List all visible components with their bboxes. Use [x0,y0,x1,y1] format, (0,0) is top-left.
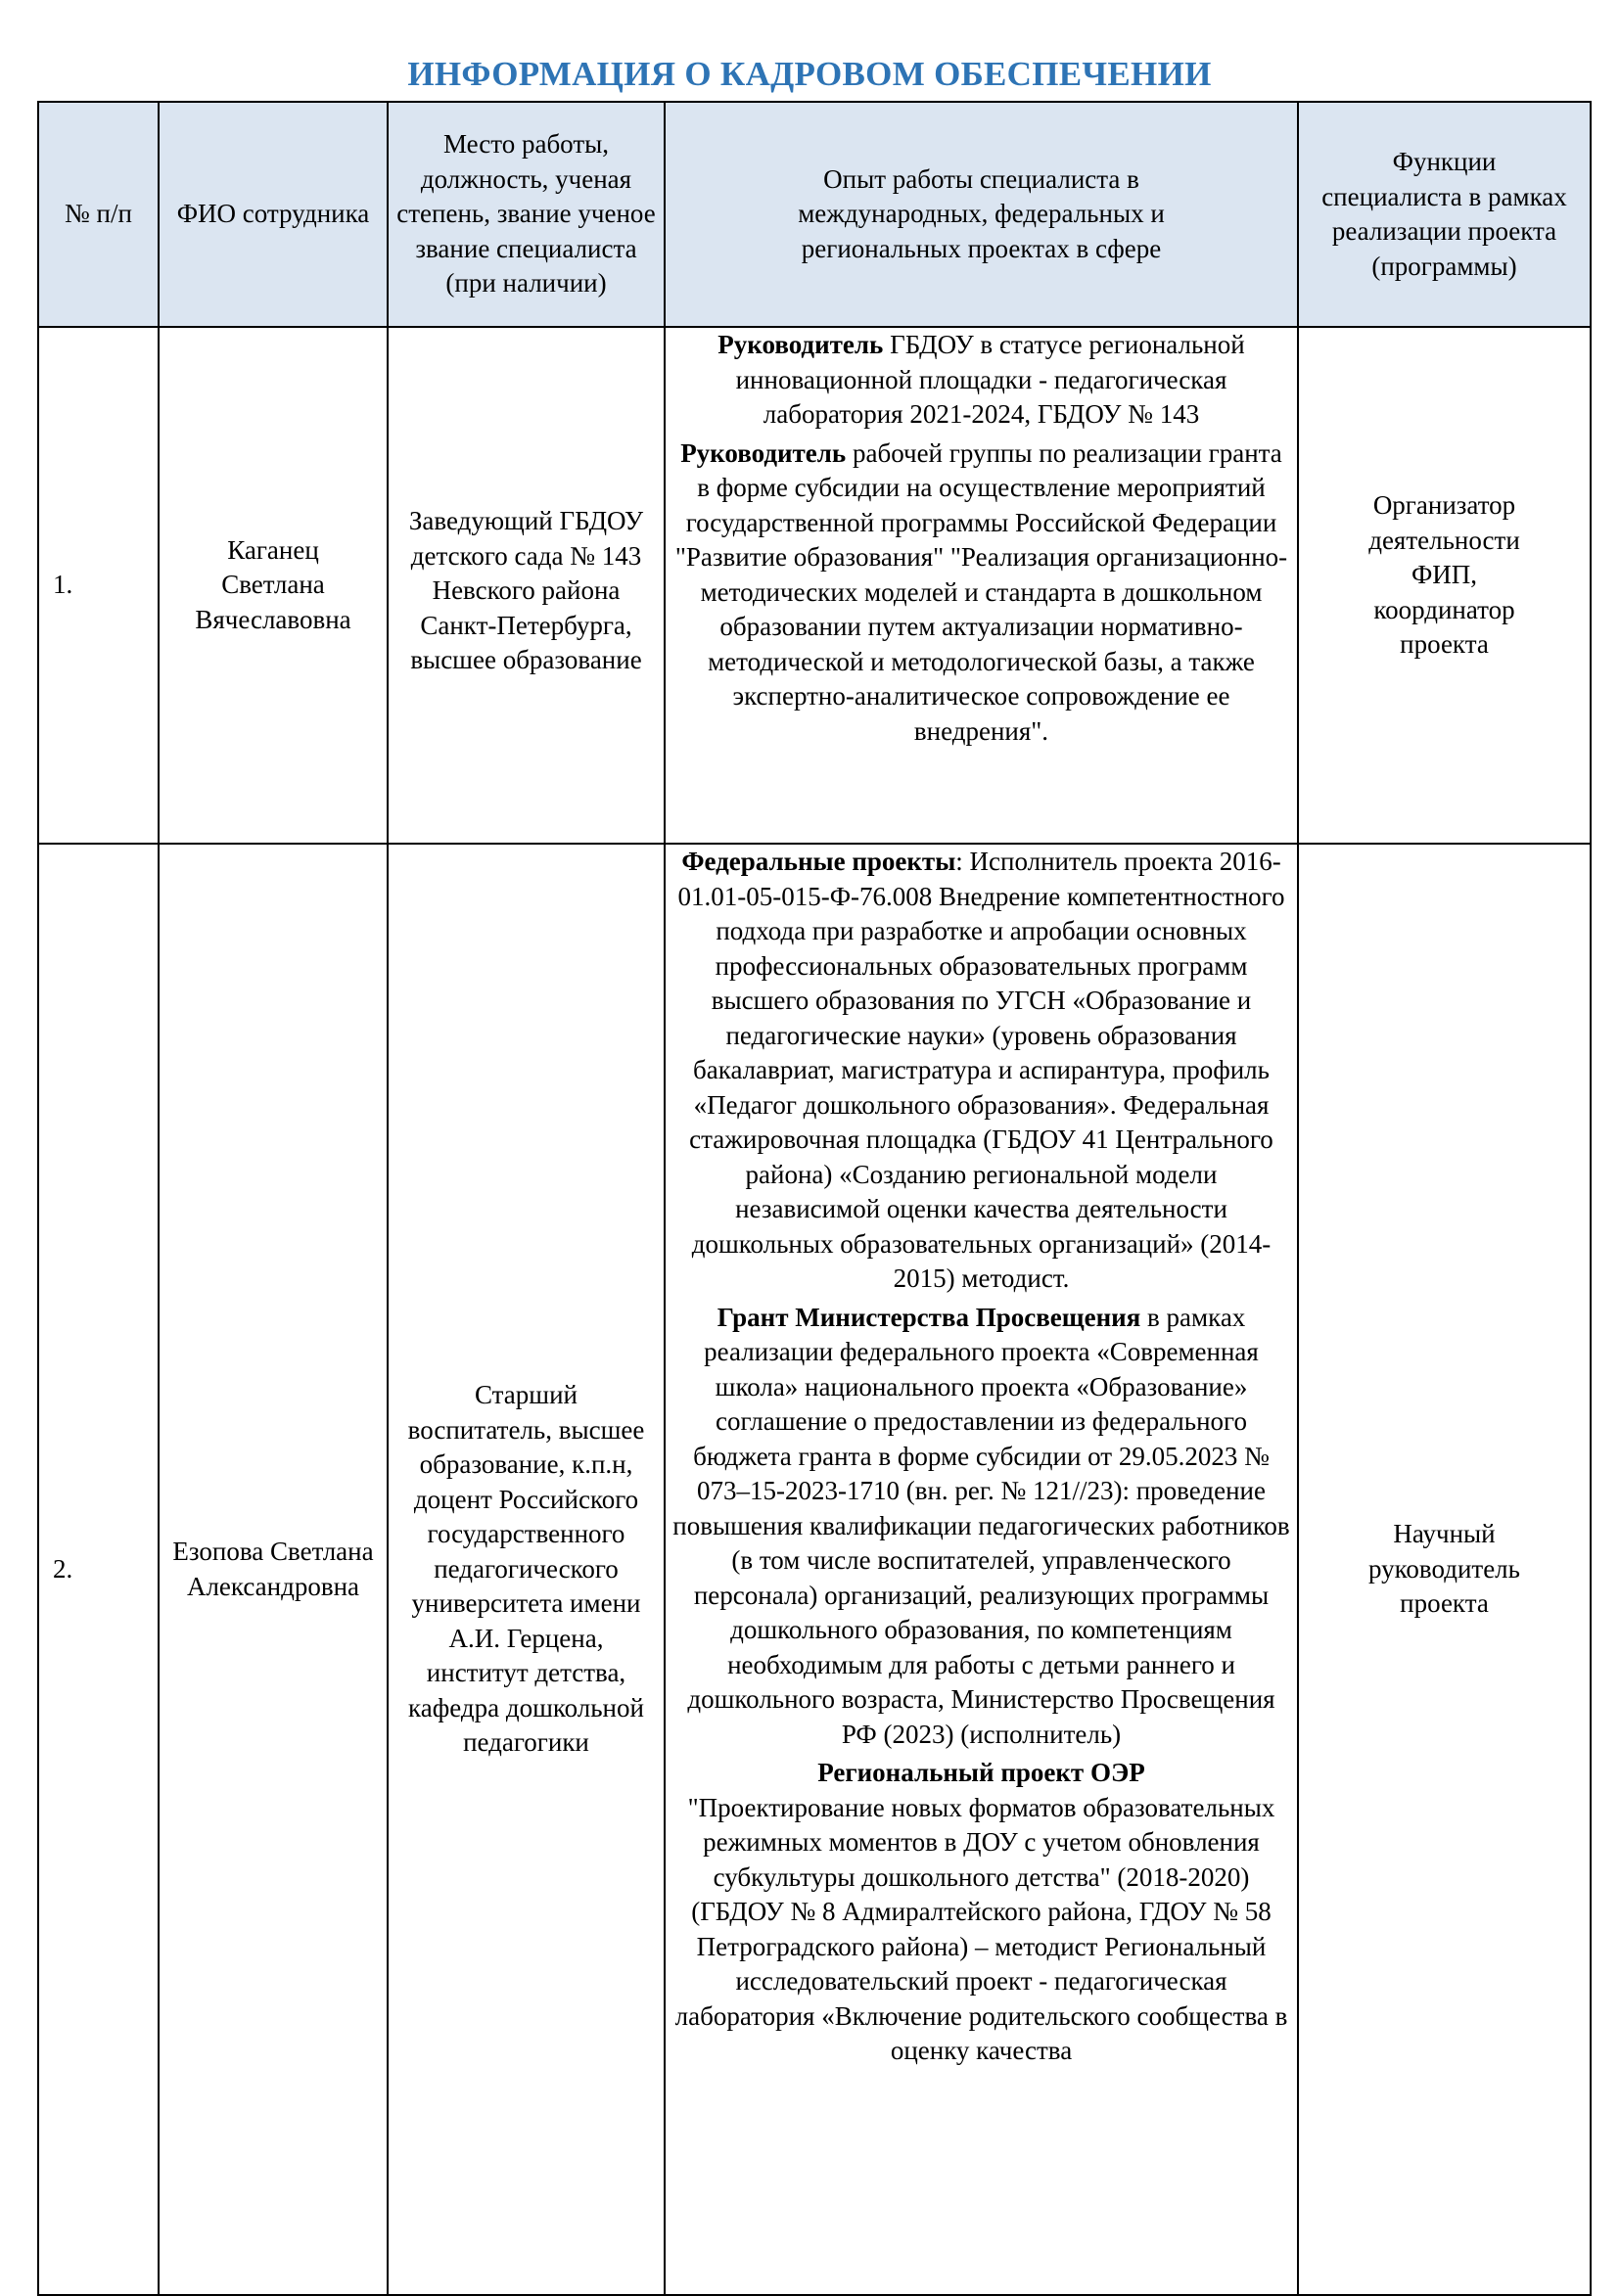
header-name: ФИО сотрудника [159,102,388,327]
experience-entry-text: рабочей группы по реализации гранта в форме субсидии на осуществление мероприятий государственной программы Российской Федерации "Развитие образования" "Реализация организационно-методических моделей и стандарта в дошкольном образовании путем актуализации нормативно-методической и методологической базы, а также экспертно-аналитическое сопровождение ее внедрения". [674,437,1288,746]
header-position: Место работы, должность, ученая степень, звание ученое звание специалиста (при наличии) [388,102,665,327]
row-functions: Научный руководитель проекта [1298,844,1591,2295]
experience-entry [671,436,1291,750]
experience-entry-text: "Проектирование новых форматов образовательных режимных моментов в ДОУ с учетом обновления субкультуры дошкольного детства" (2018-2020) (ГБДОУ № 8 Адмиралтейского района, ГДОУ № 58 Петроградского района) – методист Региональный исследовательский проект - педагогическая лаборатория «Включение родительского сообщества в оценку качества [674,1792,1288,2065]
row-functions: Организатор деятельности ФИП, координатор проекта [1298,327,1591,844]
header-experience: Опыт работы специалиста в международных, федеральных и региональных проектах в сфере [665,102,1298,327]
experience-entry [671,328,1291,433]
staff-table [37,101,1592,2296]
experience-entry-text: ГБДОУ в статусе региональной инновационной площадки - педагогическая лаборатория 2021-2024, ГБДОУ № 143 [735,330,1245,429]
experience-entry-text: : Исполнитель проекта 2016-01.01-05-015-Ф-76.008 Внедрение компетентностного подхода при разработке и апробации основных профессиональных образовательных программ высшего образования по УГСН «Образование и педагогические науки» (уровень образования бакалавриат, магистратура и аспирантура, профиль «Педагог дошкольного образования». Федеральная стажировочная площадка (ГБДОУ 41 Центрального района) «Созданию региональной модели независимой оценки качества деятельности дошкольных образовательных организаций» (2014-2015) методист. [677,847,1285,1293]
experience-entry [671,1756,1291,2069]
experience-entry-heading: Грант Министерства Просвещения [717,1302,1141,1332]
header-functions: Функции специалиста в рамках реализации проекта (программы) [1298,102,1591,327]
document-title: ИНФОРМАЦИЯ О КАДРОВОМ ОБЕСПЕЧЕНИИ [407,55,1212,93]
row-position: Старший воспитатель, высшее образование, к.п.н, доцент Российского государственного педагогического университета имени А.И. Герцена, институт детства, кафедра дошкольной педагогики [388,844,665,2295]
experience-entry-heading: Руководитель [717,330,884,359]
experience-entry [671,845,1291,1297]
row-name: Езопова Светлана Александровна [159,844,388,2295]
experience-entry-heading: Руководитель [680,437,847,468]
row-num: 1. [38,327,159,844]
table-row [38,844,1591,2295]
experience-entry-text: в рамках реализации федерального проекта «Современная школа» национального проекта «Образование» соглашение о предоставлении из федерального бюджета гранта в форме субсидии от 29.05.2023 № 073–15-2023-1710 (вн. рег. № 121//23): проведение повышения квалификации педагогических работников (в том числе воспитателей, управленческого персонала) организаций, реализующих программы дошкольного образования, по компетенциям необходимым для работы с детьми раннего и дошкольного возраста, Министерство Просвещения РФ (2023) (исполнитель) [672,1302,1290,1749]
header-num: № п/п [38,102,159,327]
experience-entry-heading: Федеральные проекты [681,847,956,876]
row-experience [665,327,1298,844]
experience-entry [671,1301,1291,1753]
row-position: Заведующий ГБДОУ детского сада № 143 Невского района Санкт-Петербурга, высшее образование [388,327,665,844]
row-name: Каганец Светлана Вячеславовна [159,327,388,844]
experience-entry-heading: Региональный проект ОЭР [817,1758,1145,1787]
row-num: 2. [38,844,159,2295]
row-experience [665,844,1298,2295]
table-row [38,327,1591,844]
table-header [38,102,1591,327]
